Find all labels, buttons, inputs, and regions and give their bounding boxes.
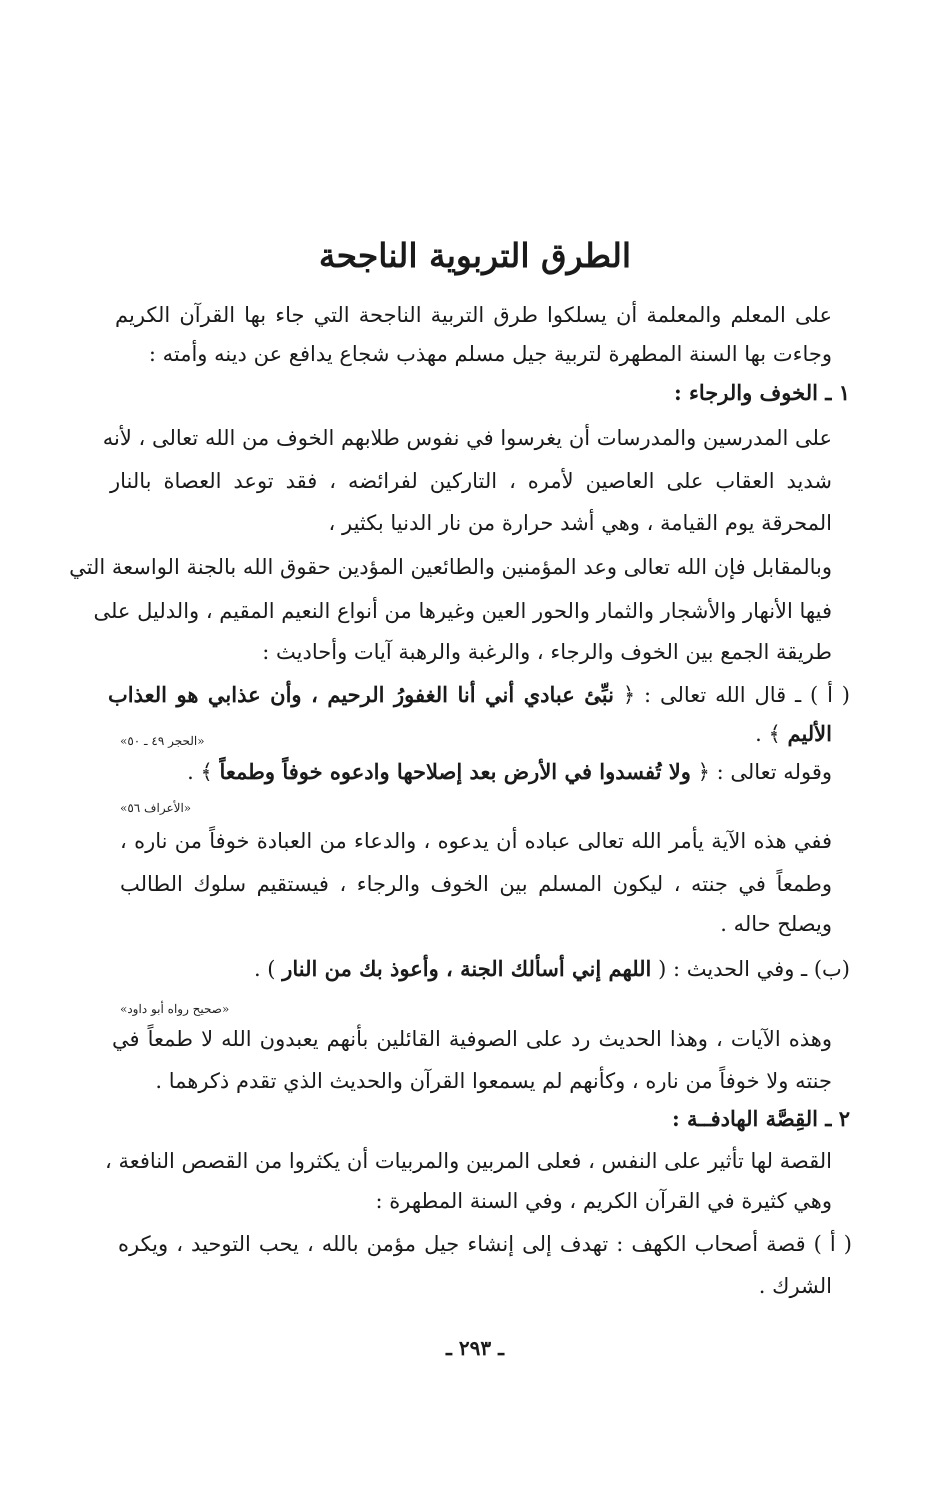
- item-b-explain-line-2: جنته ولا خوفاً من ناره ، وكأنهم لم يسمعوا القرآن والحديث الذي تقدم ذكرهما .: [155, 1069, 832, 1093]
- verse-intro: وقوله تعالى : ﴿: [697, 760, 832, 784]
- quran-verse-hijr-end: الأليم: [787, 721, 832, 746]
- item-a-line-3: [187, 757, 832, 787]
- item-a-explain-line-3: ويصلح حاله .: [720, 912, 832, 936]
- section-1-para2-line-3: طريقة الجمع بين الخوف والرجاء ، والرغبة والرهبة آيات وأحاديث :: [262, 640, 832, 664]
- section-2-heading: ٢ ـ القِصَّة الهادفــة :: [671, 1106, 850, 1131]
- reference-araf: «الأعراف ٥٦»: [120, 801, 192, 815]
- intro-line-1: على المعلم والمعلمة أن يسلكوا طرق التربية الناجحة التي جاء بها القرآن الكريم: [115, 303, 832, 327]
- page-number: ـ ٢٩٣ ـ: [446, 1336, 504, 1360]
- item-a-line-2: [755, 719, 832, 749]
- hadith-close: ) .: [253, 957, 276, 981]
- quran-verse-araf: ولا تُفسدوا في الأرض بعد إصلاحها وادعوه خوفاً وطمعاً: [219, 759, 691, 784]
- hadith-text: اللهم إني أسألك الجنة ، وأعوذ بك من النار: [282, 956, 652, 981]
- intro-line-2: وجاءت بها السنة المطهرة لتربية جيل مسلم مهذب شجاع يدافع عن دينه وأمته :: [148, 342, 832, 366]
- item-b-line: [254, 954, 850, 984]
- page-title: الطرق التربوية الناجحة: [318, 236, 632, 275]
- item-a-explain-line-2: وطمعاً في جنته ، ليكون المسلم بين الخوف والرجاء ، فيستقيم سلوك الطالب: [120, 872, 832, 896]
- section-2-item-a-line-2: الشرك .: [758, 1274, 832, 1298]
- verse-close-bracket-2: ﴾ .: [187, 760, 213, 784]
- reference-hijr: «الحجر ٤٩ ـ ٥٠»: [120, 734, 205, 748]
- section-2-para-line-1: القصة لها تأثير على النفس ، فعلى المربين والمربيات أن يكثروا من القصص النافعة ،: [104, 1149, 832, 1173]
- section-1-heading: ١ ـ الخوف والرجاء :: [673, 380, 850, 405]
- section-1-para1-line-2: شديد العقاب على العاصين لأمره ، التاركين لفرائضه ، فقد توعد العصاة بالنار: [110, 469, 832, 493]
- reference-abu-dawud: «صحيح رواه أبو داود»: [120, 1002, 230, 1016]
- quran-verse-hijr: نبِّئ عبادي أني أنا الغفورُ الرحيم ، وأن عذابي هو العذاب: [108, 682, 614, 707]
- section-1-para1-line-1: على المدرسين والمدرسات أن يغرسوا في نفوس طلابهم الخوف من الله تعالى ، لأنه: [102, 426, 832, 450]
- section-2-item-a-line-1: ( أ ) قصة أصحاب الكهف : تهدف إلى إنشاء جيل مؤمن بالله ، يحب التوحيد ، ويكره: [118, 1232, 852, 1256]
- item-b-prefix: (ب) ـ وفي الحديث : (: [658, 957, 850, 981]
- verse-close-bracket: ﴾ .: [755, 722, 781, 746]
- item-b-explain-line-1: وهذه الآيات ، وهذا الحديث رد على الصوفية القائلين بأنهم يعبدون الله لا طمعاً في: [112, 1027, 832, 1051]
- item-a-prefix: ( أ ) ـ قال الله تعالى : ﴿: [622, 683, 850, 707]
- section-1-para2-line-2: فيها الأنهار والأشجار والثمار والحور العين وغيرها من أنواع النعيم المقيم ، والدليل على: [93, 599, 832, 623]
- item-a-explain-line-1: ففي هذه الآية يأمر الله تعالى عباده أن يدعوه ، والدعاء من العبادة خوفاً من ناره ،: [120, 829, 832, 853]
- section-1-para2-line-1: وبالمقابل فإن الله تعالى وعد المؤمنين والطائعين المؤدين حقوق الله بالجنة الواسعة التي: [69, 555, 832, 579]
- section-1-para1-line-3: المحرقة يوم القيامة ، وهي أشد حرارة من نار الدنيا بكثير ،: [328, 511, 832, 535]
- section-2-para-line-2: وهي كثيرة في القرآن الكريم ، وفي السنة المطهرة :: [375, 1189, 832, 1213]
- item-a-line-1: [108, 680, 850, 710]
